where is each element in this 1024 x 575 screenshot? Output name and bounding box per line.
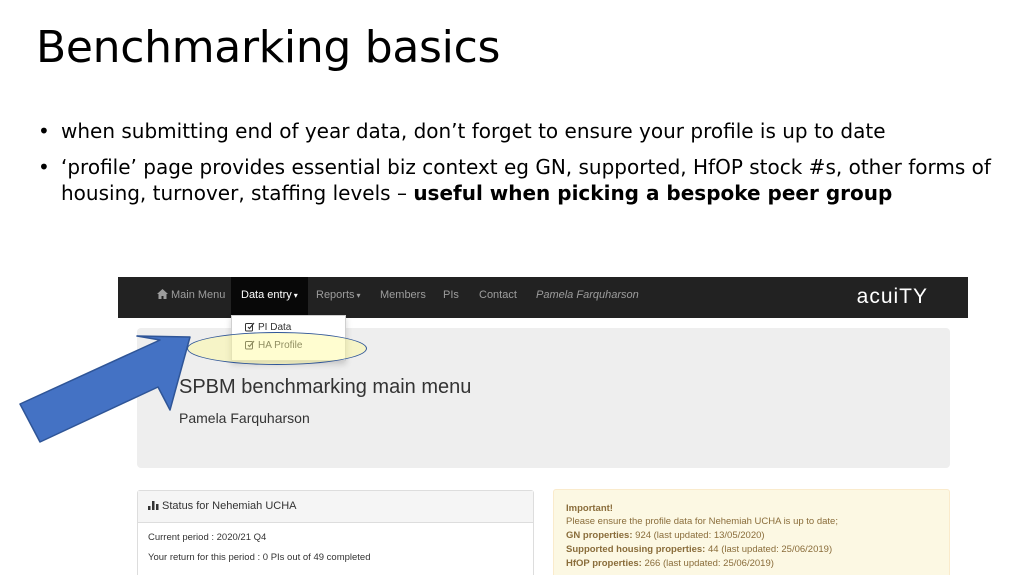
- acuity-logo: acuiTY: [856, 285, 928, 308]
- main-menu-user: Pamela Farquharson: [179, 410, 310, 426]
- caret-down-icon: ▾: [293, 291, 298, 300]
- important-message: Please ensure the profile data for Nehemiah UCHA is up to date;: [566, 516, 838, 527]
- important-title-text: Important!: [566, 503, 613, 514]
- bullet-dot: •: [38, 155, 50, 179]
- supported-properties-value: 44 (last updated: 25/06/2019): [705, 544, 833, 555]
- bullet-bold-text: useful when picking a bespoke peer group: [413, 181, 893, 205]
- caret-down-icon: ▾: [356, 291, 361, 300]
- bullet-text: when submitting end of year data, don’t forget to ensure your profile is up to date: [61, 119, 886, 143]
- slide-title: Benchmarking basics: [36, 22, 501, 73]
- supported-properties-label: Supported housing properties:: [566, 544, 706, 555]
- nav-user-label: Pamela Farquharson: [536, 289, 639, 301]
- nav-main-menu-label: Main Menu: [171, 289, 226, 301]
- main-menu-title: SPBM benchmarking main menu: [179, 376, 472, 398]
- bullet-dot: •: [38, 119, 50, 143]
- hfop-properties-value: 266 (last updated: 25/06/2019): [641, 558, 774, 569]
- nav-data-entry-label: Data entry: [241, 289, 292, 301]
- return-status: Your return for this period : 0 PIs out of 49 completed: [148, 552, 371, 563]
- gn-properties-label: GN properties:: [566, 530, 633, 541]
- nav-contact-label: Contact: [479, 289, 517, 301]
- current-period: Current period : 2020/21 Q4: [148, 532, 267, 543]
- dropdown-item-label: PI Data: [258, 322, 292, 333]
- gn-properties-value: 924 (last updated: 13/05/2020): [632, 530, 765, 541]
- nav-reports-label: Reports: [316, 289, 355, 301]
- status-panel-title: Status for Nehemiah UCHA: [162, 500, 297, 512]
- hfop-properties-label: HfOP properties:: [566, 558, 642, 569]
- dropdown-item-label: HA Profile: [258, 340, 303, 351]
- nav-pis-label: PIs: [443, 289, 459, 301]
- nav-members-label: Members: [380, 289, 426, 301]
- bullet-text: ‘profile’ page provides essential biz context eg GN, supported, HfOP stock #s, other forms of housing, turnover, staffing levels –: [61, 155, 991, 205]
